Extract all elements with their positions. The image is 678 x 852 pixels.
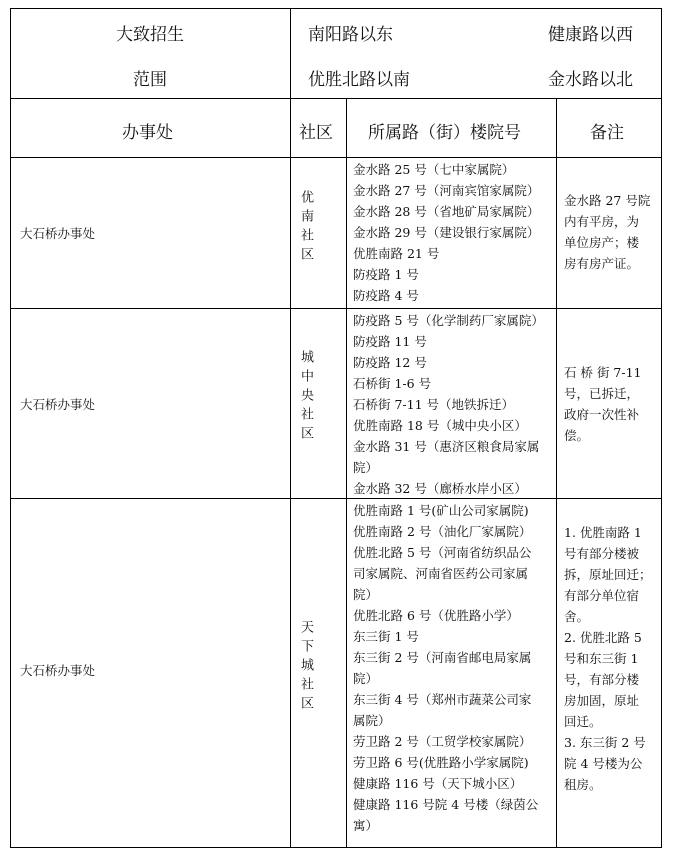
streets-column-divider — [346, 98, 347, 848]
street-entry: 优胜南路 2 号（油化厂家属院） — [353, 524, 532, 539]
note-line: 房加固，原址 — [564, 693, 640, 708]
note-line: 金水路 27 号院 — [564, 193, 651, 208]
note-line: 房有房产证。 — [564, 256, 640, 271]
street-entry: 劳卫路 6 号(优胜路小学家属院) — [353, 755, 529, 770]
street-entry: 金水路 28 号（省地矿局家属院） — [353, 204, 540, 219]
note-line: 偿。 — [564, 428, 590, 443]
note-line: 石 桥 街 7-11 — [564, 365, 642, 380]
note-line: 拆，原址回迁； — [564, 567, 652, 582]
note-line: 2. 优胜北路 5 — [564, 630, 642, 645]
note-line: 号，有部分楼 — [564, 672, 640, 687]
column-header-community: 社区 — [299, 123, 333, 143]
street-entry: 防疫路 11 号 — [353, 334, 427, 349]
note-line: 内有平房，为 — [564, 214, 640, 229]
street-entry: 劳卫路 2 号（工贸学校家属院） — [353, 734, 532, 749]
street-entry: 石桥街 7-11 号（地铁拆迁） — [353, 397, 515, 412]
street-entry: 金水路 27 号（河南宾馆家属院） — [353, 183, 540, 198]
scope-label-line2: 范围 — [133, 70, 167, 90]
row-1-notes — [564, 190, 650, 274]
row-1-community: 优南社区 — [298, 190, 313, 266]
note-line: 1. 优胜南路 1 — [564, 525, 642, 540]
row-2-office: 大石桥办事处 — [20, 397, 96, 412]
community-column-divider — [290, 98, 291, 848]
note-line: 3. 东三街 2 号 — [564, 735, 646, 750]
street-entry: 石桥街 1-6 号 — [353, 376, 432, 391]
street-entry: 属院） — [353, 713, 391, 728]
note-line: 单位房产；楼 — [564, 235, 640, 250]
street-entry: 优胜南路 21 号 — [353, 246, 440, 261]
row-2-notes — [564, 362, 642, 446]
street-entry: 寓） — [353, 818, 379, 833]
street-entry: 防疫路 5 号（化学制药厂家属院） — [353, 313, 544, 328]
note-line: 号和东三街 1 — [564, 651, 639, 666]
row-3-office: 大石桥办事处 — [20, 663, 96, 678]
column-header-office: 办事处 — [122, 123, 173, 143]
street-entry: 优胜南路 1 号(矿山公司家属院) — [353, 503, 529, 518]
note-line: 租房。 — [564, 777, 602, 792]
street-entry: 院） — [353, 587, 379, 602]
scope-label-line1: 大致招生 — [116, 25, 184, 45]
street-entry: 金水路 31 号（惠济区粮食局家属 — [353, 439, 540, 454]
street-entry: 院） — [353, 671, 379, 686]
note-line: 舍。 — [564, 609, 590, 624]
note-line: 号有部分楼被 — [564, 546, 640, 561]
column-header-notes: 备注 — [590, 123, 624, 143]
row-3-community: 天下城社区 — [298, 620, 313, 715]
notes-column-divider — [556, 98, 557, 848]
street-entry: 司家属院、河南省医药公司家属 — [353, 566, 529, 581]
boundary-west-of: 健康路以西 — [548, 25, 633, 45]
header-row-divider — [10, 98, 662, 99]
street-entry: 金水路 32 号（廊桥水岸小区） — [353, 481, 527, 496]
street-entry: 东三街 2 号（河南省邮电局家属 — [353, 650, 532, 665]
street-entry: 东三街 1 号 — [353, 629, 419, 644]
note-line: 回迁。 — [564, 714, 602, 729]
note-line: 院 4 号楼为公 — [564, 756, 643, 771]
row-3-notes — [564, 522, 652, 795]
street-entry: 优胜北路 6 号（优胜路小学） — [353, 608, 519, 623]
street-entry: 金水路 29 号（建设银行家属院） — [353, 225, 540, 240]
boundary-north-of: 金水路以北 — [548, 70, 633, 90]
street-entry: 防疫路 1 号 — [353, 267, 419, 282]
street-entry: 东三街 4 号（郑州市蔬菜公司家 — [353, 692, 532, 707]
street-entry: 金水路 25 号（七中家属院） — [353, 162, 515, 177]
note-line: 号，已拆迁， — [564, 386, 640, 401]
note-line: 政府一次性补 — [564, 407, 640, 422]
boundary-south-of: 优胜北路以南 — [308, 70, 410, 90]
row-3-streets — [353, 500, 538, 836]
column-header-divider — [10, 157, 662, 158]
row-1-office: 大石桥办事处 — [20, 226, 96, 241]
street-entry: 院） — [353, 460, 379, 475]
street-entry: 健康路 116 号院 4 号楼（绿茵公 — [353, 797, 539, 812]
street-entry: 优胜南路 18 号（城中央小区） — [353, 418, 527, 433]
note-line: 有部分单位宿 — [564, 588, 640, 603]
boundary-east-of: 南阳路以东 — [308, 25, 393, 45]
street-entry: 防疫路 12 号 — [353, 355, 427, 370]
row-2-streets — [353, 310, 544, 499]
row-1-streets — [353, 159, 539, 306]
street-entry: 防疫路 4 号 — [353, 288, 419, 303]
street-entry: 优胜北路 5 号（河南省纺织品公 — [353, 545, 532, 560]
column-header-streets: 所属路（街）楼院号 — [368, 123, 521, 143]
header-vertical-divider — [290, 8, 291, 99]
street-entry: 健康路 116 号（天下城小区） — [353, 776, 523, 791]
row-2-divider — [10, 498, 662, 499]
row-1-divider — [10, 308, 662, 309]
row-2-community: 城中央社区 — [298, 350, 313, 445]
